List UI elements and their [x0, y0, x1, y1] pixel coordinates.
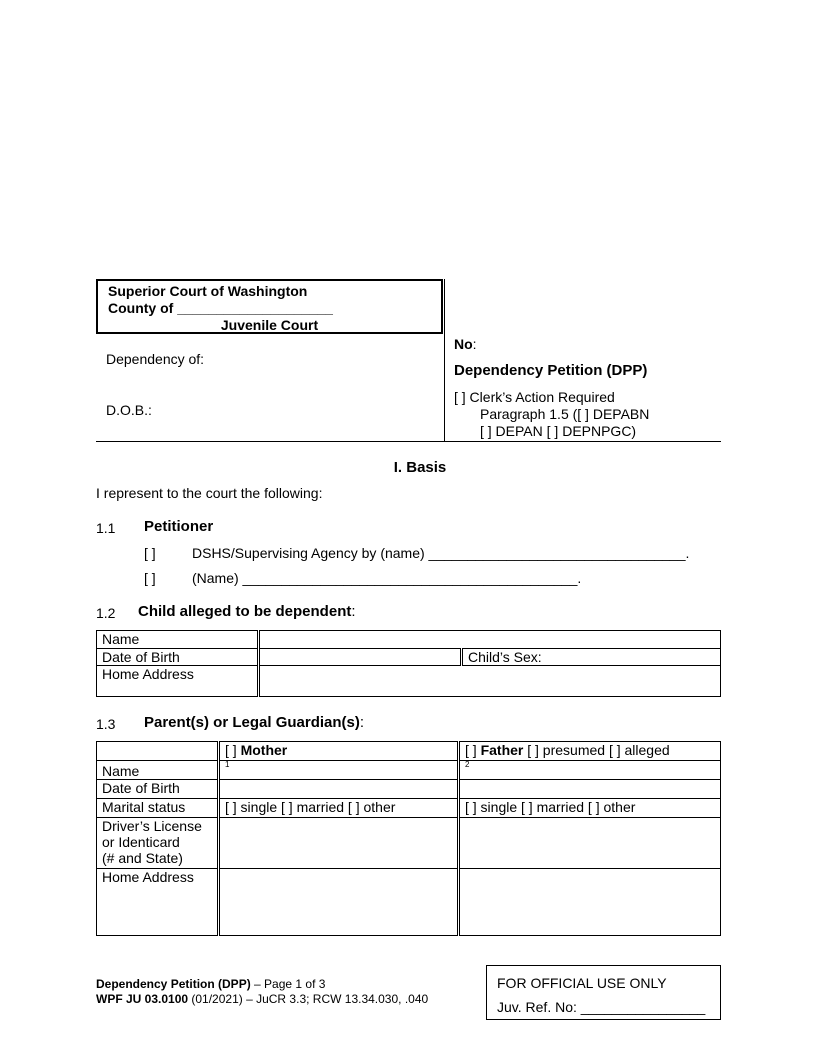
mother-column-header[interactable]	[219, 742, 459, 761]
section-intro: I represent to the court the following:	[96, 485, 323, 501]
parents-table	[96, 741, 721, 936]
father-label: Father	[480, 742, 524, 758]
case-number-label: No	[454, 336, 473, 352]
father-address-field[interactable]	[459, 869, 721, 936]
section-1-3-title: Parent(s) or Legal Guardian(s)	[144, 714, 360, 731]
mother-address-field[interactable]	[219, 869, 459, 936]
section-1-1-title: Petitioner	[144, 518, 214, 535]
dependency-of-label: Dependency of:	[106, 351, 205, 367]
footer-doc-title: Dependency Petition (DPP)	[96, 977, 251, 991]
parent-marital-label: Marital status	[97, 799, 219, 818]
father-column-header[interactable]	[459, 742, 721, 761]
clerk-paragraph-line[interactable]: Paragraph 1.5 ([ ] DEPABN	[480, 406, 650, 422]
mother-checkbox[interactable]: [ ]	[225, 742, 241, 758]
section-1-1-number: 1.1	[96, 520, 116, 536]
caption-divider-horizontal	[96, 441, 721, 442]
page-footer	[96, 977, 428, 1007]
parent-name-label: Name	[97, 761, 219, 780]
footnote-2: 2	[465, 760, 470, 769]
juv-ref-field[interactable]: Juv. Ref. No: ________________	[497, 999, 706, 1015]
county-blank[interactable]: ____________________	[177, 300, 333, 316]
father-marital-options[interactable]: [ ] single [ ] married [ ] other	[459, 799, 721, 818]
section-1-2-title: Child alleged to be dependent	[138, 603, 352, 620]
license-label-line-1: Driver’s License	[102, 818, 202, 834]
petitioner-dshs-checkbox[interactable]: [ ]	[144, 545, 156, 561]
petitioner-name-checkbox[interactable]: [ ]	[144, 570, 156, 586]
caption-divider-vertical	[444, 279, 445, 442]
child-address-field[interactable]	[259, 666, 721, 697]
child-dob-label: Date of Birth	[97, 649, 259, 666]
juvenile-court-label: Juvenile Court	[220, 317, 319, 333]
clerk-codes-line[interactable]: [ ] DEPAN [ ] DEPNPGC)	[480, 423, 637, 439]
father-name-field[interactable]	[459, 761, 721, 780]
section-1-3-number: 1.3	[96, 716, 116, 732]
section-1-2-colon: :	[351, 603, 356, 620]
court-name: Superior Court of Washington	[108, 283, 308, 299]
footer-page-number: – Page 1 of 3	[250, 977, 326, 991]
document-title: Dependency Petition (DPP)	[454, 362, 648, 379]
parents-header-blank	[97, 742, 219, 761]
clerk-action-required[interactable]: [ ] Clerk’s Action Required	[454, 389, 615, 405]
county-line	[108, 300, 431, 317]
father-checkbox[interactable]: [ ]	[465, 742, 481, 758]
mother-name-field[interactable]	[219, 761, 459, 780]
father-license-field[interactable]	[459, 818, 721, 869]
child-sex-field[interactable]: Child’s Sex:	[462, 649, 721, 666]
footnote-1: 1	[225, 760, 230, 769]
official-use-label: FOR OFFICIAL USE ONLY	[497, 975, 667, 991]
official-use-box	[486, 965, 721, 1020]
section-1-2-number: 1.2	[96, 605, 116, 621]
case-number-colon: :	[472, 336, 477, 352]
mother-marital-options[interactable]: [ ] single [ ] married [ ] other	[219, 799, 459, 818]
child-address-label: Home Address	[97, 666, 259, 697]
section-1-3-title-line	[144, 714, 364, 731]
section-1-2-title-line	[138, 603, 356, 620]
footer-form-number: WPF JU 03.0100	[96, 992, 189, 1006]
license-label-line-2: or Identicard	[102, 834, 180, 850]
parent-license-label	[97, 818, 219, 869]
mother-license-field[interactable]	[219, 818, 459, 869]
petitioner-dshs-text: DSHS/Supervising Agency by (name) _________________________________.	[192, 545, 690, 561]
mother-dob-field[interactable]	[219, 780, 459, 799]
license-label-line-3: (# and State)	[102, 850, 183, 866]
child-name-field[interactable]	[259, 631, 721, 649]
child-info-table	[96, 630, 721, 697]
child-name-label: Name	[97, 631, 259, 649]
county-label: County of	[108, 300, 174, 316]
footer-line-2	[96, 992, 428, 1007]
dob-label: D.O.B.:	[106, 402, 152, 418]
section-1-3-colon: :	[359, 714, 365, 731]
father-status-options[interactable]: [ ] presumed [ ] alleged	[523, 742, 670, 758]
clerk-action-block	[454, 389, 649, 440]
child-dob-field[interactable]	[259, 649, 462, 666]
case-number-line	[454, 336, 477, 352]
petitioner-name-text: (Name) ___________________________________________.	[192, 570, 582, 586]
father-dob-field[interactable]	[459, 780, 721, 799]
section-heading-basis: I. Basis	[393, 459, 447, 476]
footer-citation: (01/2021) – JuCR 3.3; RCW 13.34.030, .040	[188, 992, 429, 1006]
mother-label: Mother	[240, 742, 288, 758]
parent-dob-label: Date of Birth	[97, 780, 219, 799]
parent-address-label: Home Address	[97, 869, 219, 936]
court-caption-box	[96, 279, 443, 334]
footer-line-1	[96, 977, 428, 992]
